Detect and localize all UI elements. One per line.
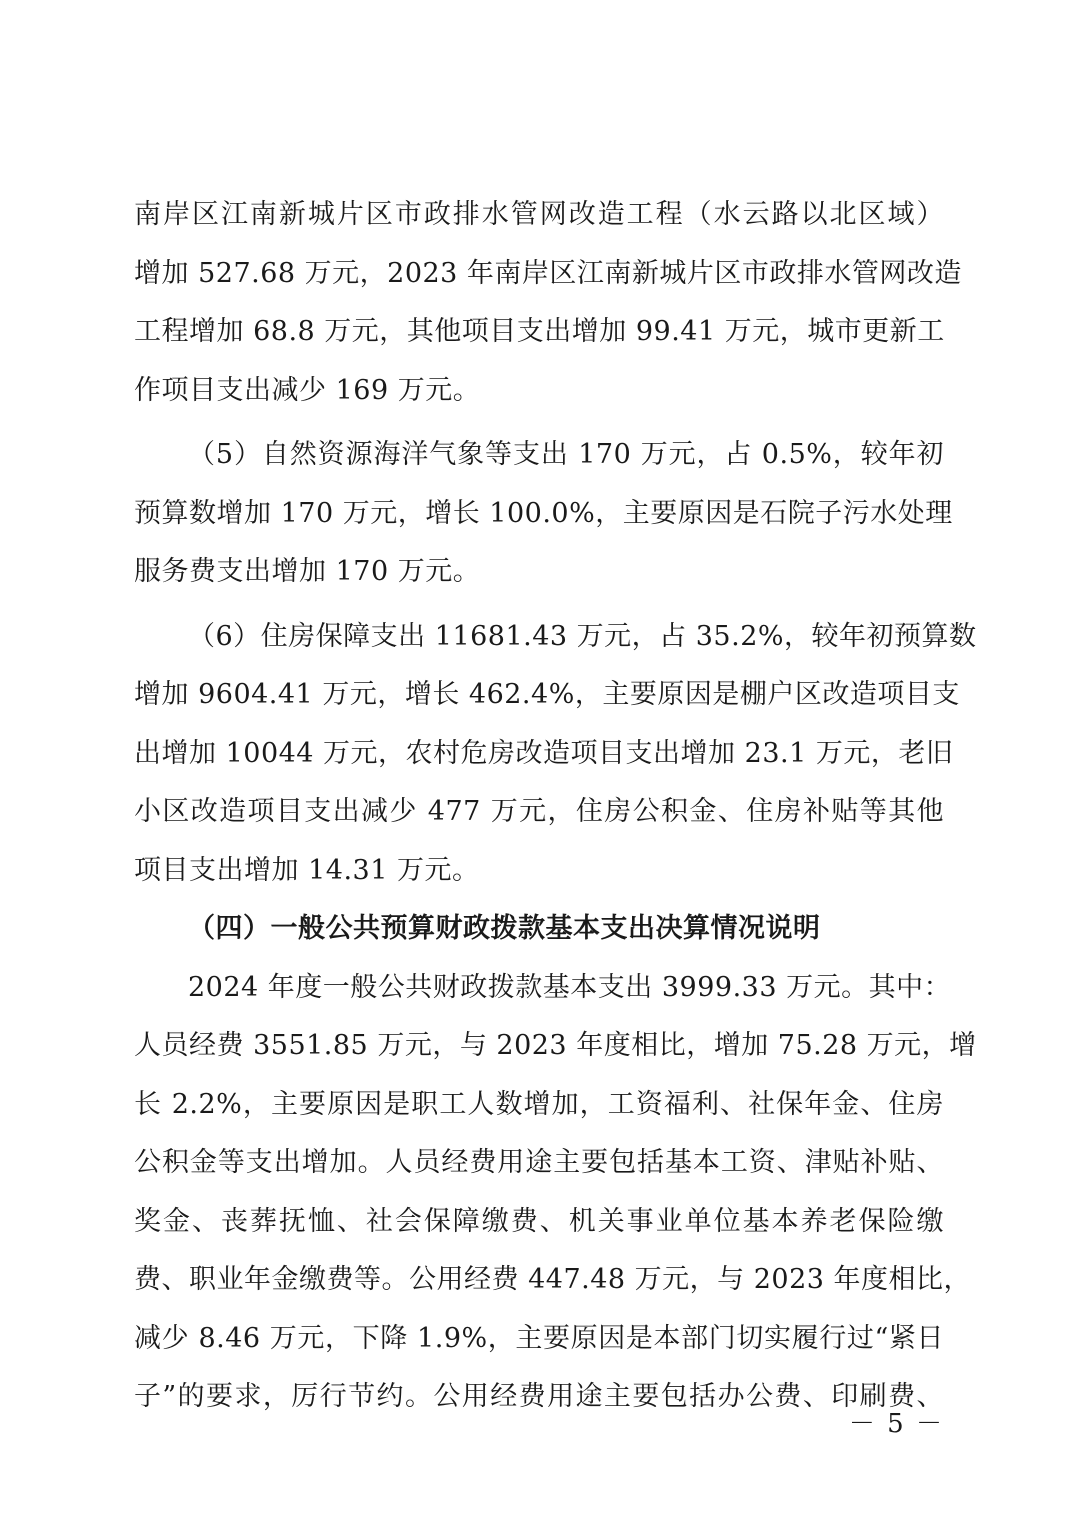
paragraph-line: （5）自然资源海洋气象等支出 170 万元，占 0.5%，较年初 <box>188 439 944 470</box>
paragraph-line: 公积金等支出增加。人员经费用途主要包括基本工资、津贴补贴、 <box>134 1147 944 1178</box>
paragraph-line: 项目支出增加 14.31 万元。 <box>134 854 480 886</box>
paragraph-line: 费、职业年金缴费等。公用经费 447.48 万元，与 2023 年度相比， <box>134 1264 972 1295</box>
paragraph-line: 作项目支出减少 169 万元。 <box>134 374 481 406</box>
section-heading: （四）一般公共预算财政拨款基本支出决算情况说明 <box>188 913 821 944</box>
paragraph-line: 增加 9604.41 万元，增长 462.4%，主要原因是棚户区改造项目支 <box>134 679 960 710</box>
paragraph-line: 人员经费 3551.85 万元，与 2023 年度相比，增加 75.28 万元，增 <box>134 1030 977 1061</box>
paragraph-line: 小区改造项目支出减少 477 万元，住房公积金、住房补贴等其他 <box>134 796 944 827</box>
paragraph-line: 长 2.2%，主要原因是职工人数增加，工资福利、社保年金、住房 <box>134 1088 944 1120</box>
paragraph-line: 奖金、丧葬抚恤、社会保障缴费、机关事业单位基本养老保险缴 <box>134 1205 944 1237</box>
paragraph-line: 预算数增加 170 万元，增长 100.0%，主要原因是石院子污水处理 <box>134 497 953 529</box>
paragraph-line: 南岸区江南新城片区市政排水管网改造工程（水云路以北区域） <box>134 199 944 230</box>
page-number: － 5 － <box>848 1409 944 1439</box>
paragraph-line: 减少 8.46 万元，下降 1.9%，主要原因是本部门切实履行过“紧日 <box>134 1322 944 1354</box>
paragraph-line: 工程增加 68.8 万元，其他项目支出增加 99.41 万元，城市更新工 <box>134 316 945 347</box>
paragraph-line: 增加 527.68 万元，2023 年南岸区江南新城片区市政排水管网改造 <box>134 257 962 289</box>
paragraph-line: 出增加 10044 万元，农村危房改造项目支出增加 23.1 万元，老旧 <box>134 737 954 769</box>
paragraph-line: 服务费支出增加 170 万元。 <box>134 556 481 587</box>
paragraph-line: 子”的要求，厉行节约。公用经费用途主要包括办公费、印刷费、 <box>134 1381 944 1412</box>
paragraph-line: 2024 年度一般公共财政拨款基本支出 3999.33 万元。其中： <box>188 971 952 1003</box>
document-body <box>134 190 977 1431</box>
paragraph-line: （6）住房保障支出 11681.43 万元，占 35.2%，较年初预算数 <box>188 620 977 652</box>
